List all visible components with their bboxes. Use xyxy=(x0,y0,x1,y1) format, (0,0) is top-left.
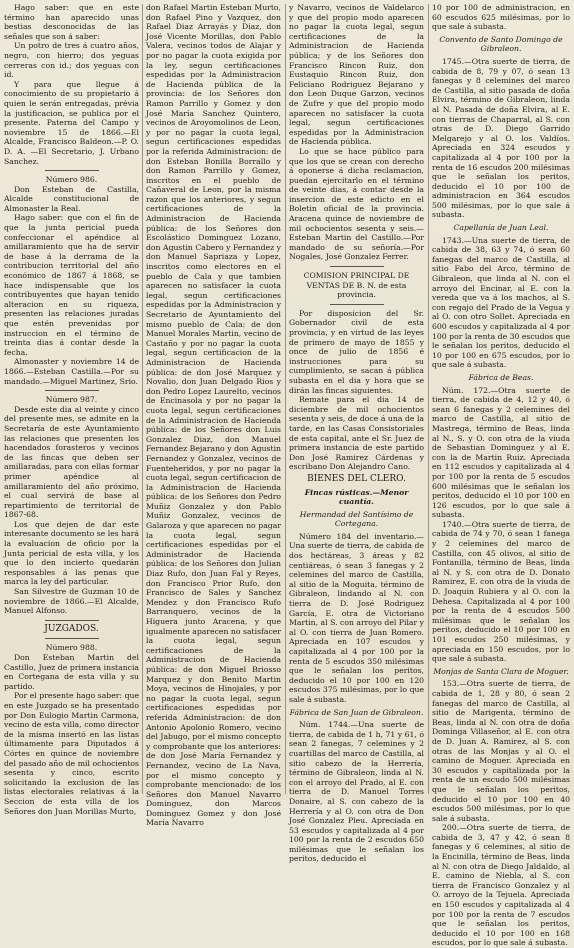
paragraph: 153.—Otra suerte de tierra, de cabida de 1, 28 y 80, ó sean 2 fanegas del marco de Castilla, al sitio de Marigenta, término de Beas, linda al N. con otra de doña Dominga Villaseñor, al E. con otra de D. Juan A. Ramirez, al S. con otras de las Monjas y al O. el camino de Moguer. Apreciada en 30 escudos y capitalizada por la renta de un escudo 500 milésimas que le señalan los peritos, deducido el 10 por 100 en 40 escudos 500 milésimas, por lo que sale á subasta. xyxy=(432,679,570,823)
notice-number: Número 987. xyxy=(45,395,98,405)
subsection-heading: Monjas de Santa Clara de Moguer. xyxy=(433,666,569,676)
separator xyxy=(330,266,384,267)
paragraph: Un potro de tres á cuatro años, negro, con hierro; dos yeguas cerreras con id.; dos yeguas con id. xyxy=(4,41,139,80)
paragraph: Don Esteban de Castilla, Alcalde constitucional de Almonaster la Real. xyxy=(4,184,139,213)
column-divider xyxy=(142,4,143,794)
paragraph: 200.—Otra suerte de tierra, de cabida de 3, 47 y 42, ó sean 8 fanegas y 6 celemines, al sitio de la Encinilla, término de Beas, linda al N. con otra de Diego Jaldaldo, al E. camino de Niebla, al S. con tierra de Francisco Gonzalez y al O. arroyo de la Tejuela. Apreciada en 150 escudos y capitalizada al 4 por 100 por la renta de 7 escudos que le señalan los peritos, deducido el 10 por 100 en 168 escudos, por lo que sale á subasta. xyxy=(432,823,570,948)
subsection-heading: Convento de Santo Domingo de Gibraleon. xyxy=(439,34,563,54)
separator xyxy=(330,304,384,305)
paragraph: 1740.—Otra suerte de tierra, de cabida de 74 y 70, ó sean 1 fanega y 2 celemines del marco de Castilla, con 45 olivos, al sitio de Fontanilla, término de Beas, linda al N. y S. con otra de D. Donato Ramirez, E. con otra de la viuda de D. Joaquin Rubiera y al O. con la Dehesa. Capitalizada al 4 por 100 por la renta de 4 escudos 500 milésimas que le señalan los peritos, deducido el 10 por 100 en 101 escudos 250 milésimas, y apreciada en 150 escudos, por lo que sale á subasta. xyxy=(432,519,570,664)
subsection-heading: Capellanía de Juan Leal. xyxy=(453,223,549,233)
paragraph: Núm. 172.—Otra suerte de tierra, de cabida de 4, 12 y 40, ó sean 6 fanegas y 2 celemines del marco de Castilla, al sitio de Mastrega, término de Beas, linda al N., S. y O. con otra de la viuda de Sebastian Dominguez y al E. con la de Martin Ruiz. Apreciada en 112 escudos y capitalizada al 4 por 100 por la renta de 5 escudos 600 milésimas que le señalan los peritos, deducido el 10 por 100 en 126 escudos, por lo que sale á subasta. xyxy=(432,385,570,520)
paragraph: Los que dejen de dar este interesante documento se les hará la evaluacion de oficio por la Junta pericial de esta villa, y los que lo den incierto quedarán responsables á las penas que marca la ley del particular. xyxy=(4,519,139,587)
paragraph: 10 por 100 de administracion, en 60 escudos 625 milésimas, por lo que sale á subasta. xyxy=(432,3,570,32)
paragraph: Desde este dia al veinte y cinco del presente mes, se admite en la Secretaría de este Ayuntamiento las relaciones que presenten los hacendados forasteros y vecinos de las fincas que deben ser amillaradas, para con ellas formar primer apéndice al amillaramiento del año próximo, el cual servirá de base al repartimiento de territorial de 1867-68. xyxy=(4,404,139,520)
paragraph: Hago saber: que en este término han aparecido unas bestias desconocidas de las señales que son á saber: xyxy=(4,3,139,41)
paragraph: Y para que llegue á conocimiento de su propietario á quien le serán entregadas, prévia la justificacion, se publica por el presente. Paterna del Campo y noviembre 15 de 1866.—El Alcalde, Francisco Baldeon.—P. O. D. A. —El Secretario, J. Urbano Sanchez. xyxy=(4,79,139,166)
section-heading: JUZGADOS. xyxy=(44,623,99,634)
paragraph: Número 184 del inventario.—Una suerte de tierra, de cabida de dos hectáreas, 3 áreas y 82 centiáreas, ó sean 3 fanegas y 2 celemines del marco de Castilla, al sitio de la Moguita, término de Gibraleon, lindando al N. con tierra de D. José Rodriguez García, E. otra de Victoriano Martin, al S. con arroyo del Pilar y al O. con tierra de Juan Romero. Apreciada en 107 escudos y capitalizada al 4 por 100 por la renta de 5 escudos 350 milésimas que le señalan los peritos, deducido el 10 por 100 en 120 escudos 375 milésimas, por lo que sale á subasta. xyxy=(289,531,424,704)
column-divider xyxy=(428,4,429,794)
paragraph: don Rafael Martin Esteban Murto, don Rafael Pino y Vazquez, don Rafael Diaz Arrayás y Diaz, don José Vicente Morillas, don Pablo Valera, vecinos todos de Alajar y por no pagar la cuota exigida por la ley, segun certificaciones espedidas por la Administracion de Hacienda pública de la provincia: de los Señores don Ramon Parrillo y Gomez y don José María Sanchez Quintero, vecinos de Aroyomolinos de Leon, y por no pagar la cuota legal, segun certificaciones espedidas por la referida Administracion: de don Esteban Bonilla Borrallo y don Ramon Parrillo y Gomez, inscritos en el pueblo de Cañaveral de Leon, por la misma razon que los anteriores, y segun certificaciones de la Administracion de Hacienda pública: de los Señores don Escolástico Dominguez Lozano, don Agustin Cabero y Fernandez y don Manuel Sapriaza y Lopez, inscritos como electores en el pueblo de Cala y que tambien aparecen no satisfacer la cuota legal, segun certificaciones espedidas por la Administracion y Secretario de Ayuntamiento del mismo pueblo de Cala: de don Manuel Morales Martin, vecino de Castaño y por no pagar la cuota legal, segun certificacion de la Administracion de Hacienda pública: de don José Marquez y Novalio, don Juan Delgado Rios y don Pedro Lopez Laurelto, vecinos de Encinasola y por no pagar la cuota legal, segun certificaciones de la Administracion de Hacienda pública: de los Señores don Luis Gonzalez Diaz, don Manuel Fernandez Bejarano y don Agustin Fernandez y Gonzalez, vecinos de Fuenteheridos, y por no pagar la cuota legal, segun certificacion de la Administracion de Hacienda pública: de los Señores don Pedro Muñiz Gonzalez y don Pablo Muñiz Gonzalez, vecinos de Galaroza y que aparecen no pagar la cuota legal, segun certificaciones espedidas por el Administrador de Hacienda pública: de los Señores don Julian Diaz Rufo, don Juan Fal y Reyes, don Francisco Prior Rufo, don Francisco de Sales y Sanchez Mendez y don Francisco Rufo Barranquero, vecinos de la Higuera junto Aracena, y que igualmente aparecen no satisfacer la cuota legal, segun certificaciones de la Administracion de Hacienda pública: de don Miguel Briosso Marquez y don Benito Martin Moya, vecinos de Hinojales, y por no pagar la cuota legal, segun certificaciones espedidas por referida Administracion: de don Antonio Apolonio Romero, vecino del Jabugo, por el mismo concepto y comprobante que los anteriores: de don José María Fernandez y Fernandez, vecino de La Nava, por el mismo concepto y comprobante mencionado: de los Señores don Manuel Navarro Dominguez, don Marcos Dominguez Gomez y don José María Navarro xyxy=(146,3,281,828)
paragraph: Núm. 1744.—Una suerte de tierra, de cabida de 1 h, 71 y 61, ó sean 2 fanegas, 7 celemines y 2 cuartillas del marco de Castilla, al sitio cabezo de la Herrería, término de Gibraleon, linda al N. con el arroyo del Prado, al E. con tierra de D. Manuel Torres Donaire, al S. con cabezo de la Herrería y al O. con otra de Don José Gonzalez Pleu. Apreciada en 53 escudos y capitalizada al 4 por 100 por la renta de 2 escudos 650 milésimas que le señalan los peritos, deducido el xyxy=(289,720,424,864)
column-3 xyxy=(289,3,424,864)
paragraph: 1745.—Otra suerte de tierra, de cabida de 8, 79 y 07, ó sean 13 fanegas y 8 celemines del marco de Castilla, al sitio pasada de doña Elvira, término de Gibraleon, linda al N. Pasada de doña Elvira, al E. con tierras de Chaparral, al S. con otras de D. Diego Garrido Melgarejo y al O. los Valdíos. Apreciada en 324 escudos y capitalizada al 4 por 100 por la renta de 16 escudos 200 milésimas que le señalan los peritos, deducido el 10 por 100 de administracion en 364 escudos 500 milésimas, por lo que sale á subasta. xyxy=(432,56,570,220)
notice-number: Número 988. xyxy=(45,643,98,653)
separator xyxy=(45,620,99,621)
column-divider xyxy=(285,4,286,794)
paragraph: Hago saber: que con el fin de que la junta pericial pueda confeccionar el apéndice al amillaramiento que ha de servir de base á la derrama de la contribucion territorial del año económico de 1867 á 1868, se hace indispensable que los contribuyentes que hayan tenido alteracion en su riqueza, presenten las relaciones juradas que estén prevenidas por instruccion en el término de treinta dias á contar desde la fecha. xyxy=(4,213,139,357)
paragraph: Por el presente hago saber: que en este Juzgado se ha presentado por Don Eulogio Martin Carmona, vecino de esta villa, como director de la misma insertó en las listas últimamente para Diputados á Córtes en quince de noviembre del pasado año de mil ochocientos sesenta y cinco, escrito solicitando la exclusion de las listas electorales relativas á la Seccion de esta villa de los Señores don Juan Morillas Murto, xyxy=(4,691,139,816)
subsection-heading: Fábrica de San Juan de Gibraleon. xyxy=(289,707,424,717)
paragraph: Por disposicion del Sr. Gobernador civil de esta provincia, y en virtud de las leyes de primero de mayo de 1855 y once de julio de 1856 é instrucciones para su cumplimiento, se sacan á pública subasta en el dia y hora que se dirán las fincas siguientes. xyxy=(289,308,424,395)
column-4 xyxy=(432,3,570,948)
section-heading: BIENES DEL CLERO. xyxy=(307,473,406,484)
paragraph: Remate para el dia 14 de diciembre de mil ochocientos sesenta y seis, de doce á una de la tarde, en las Casas Consistoriales de esta capital, ante el Sr. Juez de primera instancia de este partido Don José Ramirez Cárdenas y escribano Don Alejandro Cano. xyxy=(289,395,424,472)
separator xyxy=(45,390,99,391)
notice-number: Número 986. xyxy=(45,175,98,185)
paragraph: y Navarro, vecinos de Valdelarco y que del propio modo aparecen no pagar la cuota legal, segun certificaciones de la Administracion de Hacienda pública; y de los Señores don Francisco Rincon Ruiz, don Eustaquio Rincon Ruiz, don Feliciano Rodriguez Bejarano y don Leon Duque Garzon, vecinos de Zufre y que del propio modo aparecen no satisfacer la cuota legal, segun certificaciones espedidas por la Administracion de Hacienda pública. xyxy=(289,3,424,147)
paragraph: San Silvestre de Guzman 10 de noviembre de 1866.—El Alcalde, Manuel Alfonso. xyxy=(4,587,139,616)
column-2 xyxy=(146,3,281,828)
separator xyxy=(45,638,99,639)
column-1 xyxy=(4,3,139,816)
subsection-heading: Fincas rústicas.—Menor cuantía. xyxy=(304,487,409,507)
paragraph: 1743.—Una suerte de tierra, de cabida de 38, 63 y 74, ó sean 60 fanegas del marco de Castilla, al sitio Fabo del Arco, término de Gibraleon, que linda al N. con el arroyo del Encinar, al E. con la vereda que va á los machos, al S. con regajo del Prado de la Vegua y al O. con otro Sollet. Apreciada en 600 escudos y capitalizada al 4 por 100 por la renta de 30 escudos que le señalan los peritos, deducido el 10 por 100 en 675 escudos, por lo que sale á subasta. xyxy=(432,235,570,370)
paragraph: Lo que se hace público para que los que se crean con derecho á oponerse á dicha reclamacion, puedan ejercitarlo en el término de veinte dias, á contar desde la insercion de este edicto en el Boletin oficial de la provincia. Aracena quince de noviembre de mil ochocientos sesenta y seis.—Esteban Martin del Castillo.—Por mandado de su señoría.—Por Nogales, José Gonzalez Ferrer. xyxy=(289,146,424,262)
section-heading: COMISION PRINCIPAL DE VENTAS DE B. N. de esta provincia. xyxy=(303,271,410,300)
subsection-heading: Fábrica de Beas. xyxy=(468,372,534,382)
paragraph: Don Esteban Martin del Castillo, Juez de primera instancia en Cortegana de esta villa y su partido. xyxy=(4,653,139,691)
separator xyxy=(45,170,99,171)
subsection-heading: Hermandad del Santísimo de Cortegana. xyxy=(299,509,414,529)
paragraph: Almonaster y noviembre 14 de 1866.—Esteban Castilla.—Por su mandado.—Miguel Martinez, Srio. xyxy=(4,357,139,386)
